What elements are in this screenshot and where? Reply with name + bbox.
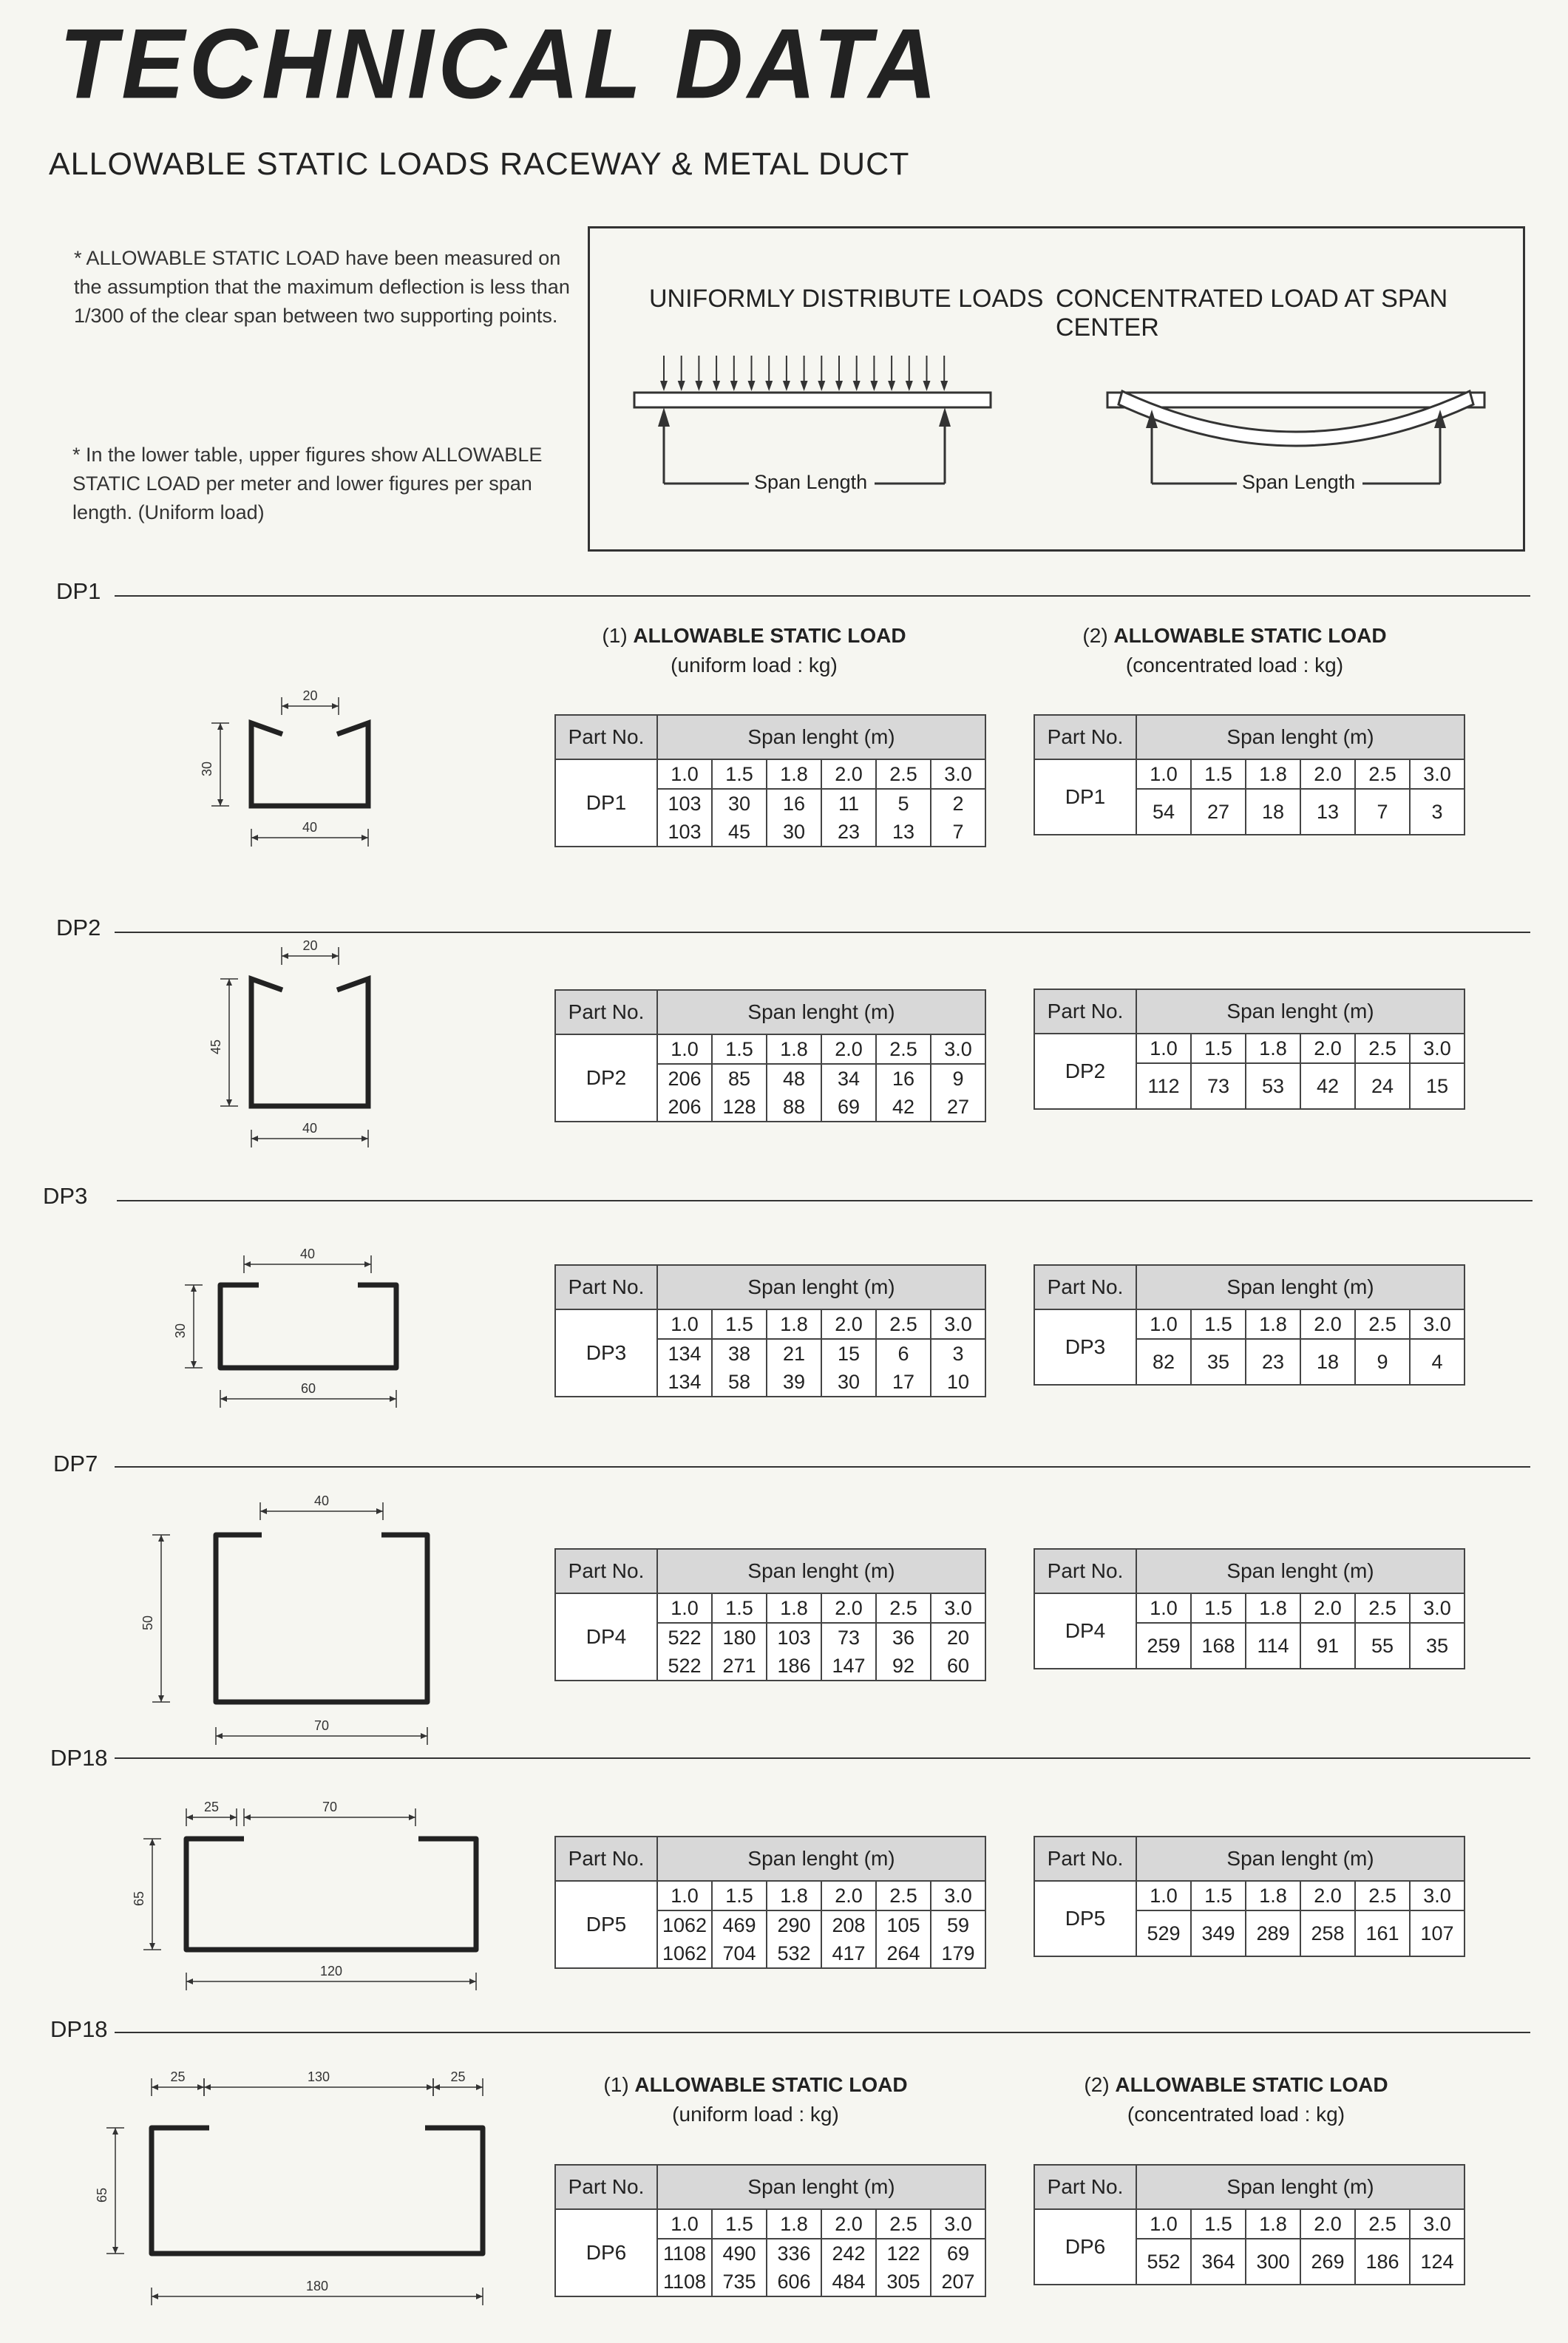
part-no-header: Part No. <box>1034 715 1136 759</box>
span-value-cell: 2.5 <box>876 759 931 789</box>
part-no-header: Part No. <box>555 1549 657 1593</box>
load-per-span-value: 45 <box>727 821 751 843</box>
dim-lip: 25 <box>203 1800 220 1814</box>
concentrated-load-value: 114 <box>1246 1623 1300 1669</box>
load-per-meter-value: 242 <box>832 2242 866 2265</box>
load-per-meter-value: 180 <box>722 1627 756 1649</box>
span-length-header: Span lenght (m) <box>1136 2165 1465 2209</box>
dim-opening: 40 <box>313 1493 330 1508</box>
concentrated-load-value: 35 <box>1191 1339 1246 1385</box>
concentrated-header-bottom: (2) ALLOWABLE STATIC LOAD (concentrated load : kg) <box>1084 2073 1388 2126</box>
span-value-cell: 3.0 <box>1410 1881 1465 1910</box>
span-value-cell: 1.8 <box>1246 759 1300 789</box>
span-value-cell: 1.0 <box>1136 759 1191 789</box>
concentrated-load-value: 552 <box>1136 2239 1191 2285</box>
load-per-meter-value: 73 <box>837 1627 861 1649</box>
load-per-span-value: 417 <box>832 1942 866 1964</box>
uniform-load-table <box>554 714 986 847</box>
span-value-cell: 2.5 <box>876 1309 931 1339</box>
concentrated-load-value: 289 <box>1246 1910 1300 1956</box>
load-per-meter-value: 103 <box>777 1627 811 1649</box>
span-value-cell: 2.0 <box>821 759 876 789</box>
load-per-span-value: 606 <box>777 2271 811 2293</box>
concentrated-load-value: 13 <box>1300 789 1355 835</box>
load-per-span-value: 522 <box>668 1655 702 1677</box>
dim-width: 180 <box>305 2279 329 2293</box>
load-per-span-value: 7 <box>952 821 964 843</box>
uniform-load-label: UNIFORMLY DISTRIBUTE LOADS <box>649 285 1044 313</box>
span-length-header: Span lenght (m) <box>657 1549 985 1593</box>
span-value-cell: 2.5 <box>876 2209 931 2239</box>
concentrated-load-value: 349 <box>1191 1910 1246 1956</box>
concentrated-load-value: 3 <box>1410 789 1465 835</box>
concentrated-load-label: CONCENTRATED LOAD AT SPAN CENTER <box>1056 285 1448 342</box>
load-per-meter-value: 59 <box>946 1914 970 1936</box>
concentrated-load-value: 364 <box>1191 2239 1246 2285</box>
span-value-cell: 2.5 <box>1355 1593 1410 1623</box>
uniform-load-table <box>554 989 986 1122</box>
part-no-header: Part No. <box>555 1837 657 1881</box>
load-per-meter-value: 69 <box>946 2242 970 2265</box>
load-per-meter-value: 16 <box>892 1068 915 1090</box>
dim-opening: 70 <box>322 1800 338 1814</box>
span-value-cell: 3.0 <box>931 1593 985 1623</box>
load-per-meter-value: 38 <box>727 1343 751 1365</box>
concentrated-load-value: 107 <box>1410 1910 1465 1956</box>
part-no-header: Part No. <box>555 990 657 1034</box>
concentrated-load-value: 168 <box>1191 1623 1246 1669</box>
load-per-meter-value: 522 <box>668 1627 702 1649</box>
span-value-cell: 2.0 <box>1300 1034 1355 1063</box>
part-number-cell: DP6 <box>1034 2209 1136 2285</box>
span-value-cell: 1.8 <box>767 1593 821 1623</box>
span-value-cell: 1.8 <box>767 759 821 789</box>
load-per-meter-value: 85 <box>727 1068 751 1090</box>
concentrated-load-value: 24 <box>1355 1063 1410 1109</box>
span-value-cell: 1.0 <box>657 1034 712 1064</box>
load-per-span-value: 1062 <box>662 1942 707 1964</box>
load-per-meter-value: 206 <box>668 1068 702 1090</box>
load-per-span-value: 92 <box>892 1655 915 1677</box>
load-per-meter-value: 3 <box>952 1343 964 1365</box>
span-value-cell: 2.0 <box>821 1034 876 1064</box>
channel-profile-icon <box>220 1285 396 1368</box>
span-value-cell: 2.0 <box>821 1593 876 1623</box>
span-value-cell: 1.8 <box>767 1309 821 1339</box>
span-value-cell: 1.8 <box>1246 1034 1300 1063</box>
load-per-span-value: 69 <box>837 1096 861 1118</box>
dim-height: 30 <box>200 761 214 777</box>
concentrated-load-value: 4 <box>1410 1339 1465 1385</box>
span-value-cell: 2.0 <box>1300 759 1355 789</box>
span-value-cell: 1.8 <box>767 1034 821 1064</box>
load-per-meter-value: 9 <box>952 1068 964 1090</box>
load-per-span-value: 206 <box>668 1096 702 1118</box>
span-value-cell: 3.0 <box>1410 1593 1465 1623</box>
span-value-cell: 1.5 <box>1191 759 1246 789</box>
span-value-cell: 1.8 <box>1246 2209 1300 2239</box>
concentrated-load-value: 35 <box>1410 1623 1465 1669</box>
load-per-meter-value: 30 <box>727 793 751 815</box>
concentrated-load-value: 23 <box>1246 1339 1300 1385</box>
span-value-cell: 1.8 <box>1246 1309 1300 1339</box>
span-value-cell: 2.0 <box>1300 1593 1355 1623</box>
part-number-cell: DP2 <box>555 1034 657 1122</box>
load-per-span-value: 179 <box>941 1942 975 1964</box>
span-value-cell: 1.0 <box>657 759 712 789</box>
load-per-span-value: 271 <box>722 1655 756 1677</box>
dim-opening: 20 <box>302 688 318 703</box>
load-per-span-value: 147 <box>832 1655 866 1677</box>
load-per-span-value: 13 <box>892 821 915 843</box>
concentrated-load-value: 259 <box>1136 1623 1191 1669</box>
note-table-explanation: * In the lower table, upper figures show ALLOWABLE STATIC LOAD per meter and lower figures per span length. (Uniform load) <box>72 444 543 523</box>
span-value-cell: 1.0 <box>657 1593 712 1623</box>
dim-height: 30 <box>173 1323 188 1339</box>
uniform-header-top: (1) ALLOWABLE STATIC LOAD (uniform load : kg) <box>602 624 906 677</box>
span-value-cell: 1.0 <box>657 1309 712 1339</box>
dim-opening: 130 <box>307 2069 330 2084</box>
load-per-span-value: 23 <box>837 821 861 843</box>
channel-profile-icon <box>251 979 368 1106</box>
concentrated-load-value: 42 <box>1300 1063 1355 1109</box>
part-number-cell: DP4 <box>1034 1593 1136 1669</box>
part-number-cell: DP1 <box>555 759 657 847</box>
concentrated-header-top: (2) ALLOWABLE STATIC LOAD (concentrated load : kg) <box>1082 624 1387 677</box>
span-value-cell: 1.5 <box>1191 1034 1246 1063</box>
load-per-span-value: 134 <box>668 1371 702 1393</box>
part-number-cell: DP4 <box>555 1593 657 1681</box>
span-length-header: Span lenght (m) <box>1136 1265 1465 1309</box>
concentrated-load-value: 300 <box>1246 2239 1300 2285</box>
span-value-cell: 1.0 <box>1136 1034 1191 1063</box>
load-per-meter-value: 6 <box>897 1343 909 1365</box>
concentrated-load-table <box>1034 1264 1465 1386</box>
load-per-meter-value: 336 <box>777 2242 811 2265</box>
load-per-meter-value: 15 <box>837 1343 861 1365</box>
span-length-header: Span lenght (m) <box>1136 1837 1465 1881</box>
part-no-header: Part No. <box>1034 1837 1136 1881</box>
span-value-cell: 1.5 <box>1191 1309 1246 1339</box>
load-per-span-value: 27 <box>946 1096 970 1118</box>
load-per-span-value: 60 <box>946 1655 970 1677</box>
load-per-meter-value: 36 <box>892 1627 915 1649</box>
concentrated-load-value: 9 <box>1355 1339 1410 1385</box>
part-number-cell: DP2 <box>1034 1034 1136 1109</box>
span-length-header: Span lenght (m) <box>657 715 985 759</box>
page-title: TECHNICAL DATA <box>59 8 942 120</box>
span-length-label-concentrated: Span Length <box>1242 471 1356 493</box>
part-number-cell: DP6 <box>555 2209 657 2296</box>
span-value-cell: 1.5 <box>712 1034 767 1064</box>
part-no-header: Part No. <box>555 1265 657 1309</box>
channel-profile-icon <box>152 2128 483 2254</box>
span-value-cell: 2.0 <box>1300 1881 1355 1910</box>
span-length-header: Span lenght (m) <box>1136 1549 1465 1593</box>
channel-profile-icon <box>186 1839 476 1950</box>
uniform-load-table <box>554 1836 986 1969</box>
load-per-meter-value: 103 <box>668 793 702 815</box>
load-per-span-value: 305 <box>886 2271 920 2293</box>
concentrated-load-value: 7 <box>1355 789 1410 835</box>
channel-profile-icon <box>216 1535 427 1702</box>
dim-opening: 20 <box>302 938 318 953</box>
concentrated-load-value: 258 <box>1300 1910 1355 1956</box>
section-label: DP1 <box>56 578 101 604</box>
part-no-header: Part No. <box>1034 1265 1136 1309</box>
span-value-cell: 1.5 <box>1191 1881 1246 1910</box>
uniform-header-bottom: (1) ALLOWABLE STATIC LOAD (uniform load : kg) <box>603 2073 908 2126</box>
span-value-cell: 1.8 <box>767 1881 821 1910</box>
span-length-header: Span lenght (m) <box>1136 989 1465 1034</box>
load-per-meter-value: 208 <box>832 1914 866 1936</box>
part-number-cell: DP5 <box>1034 1881 1136 1956</box>
concentrated-load-value: 529 <box>1136 1910 1191 1956</box>
load-per-span-value: 532 <box>777 1942 811 1964</box>
span-value-cell: 2.5 <box>1355 1309 1410 1339</box>
concentrated-load-value: 186 <box>1355 2239 1410 2285</box>
span-value-cell: 1.0 <box>1136 1309 1191 1339</box>
load-per-meter-value: 134 <box>668 1343 702 1365</box>
load-per-span-value: 704 <box>722 1942 756 1964</box>
dim-lip-left: 25 <box>170 2069 186 2084</box>
concentrated-load-value: 124 <box>1410 2239 1465 2285</box>
load-per-span-value: 186 <box>777 1655 811 1677</box>
load-per-span-value: 484 <box>832 2271 866 2293</box>
load-per-span-value: 39 <box>782 1371 806 1393</box>
section-label: DP3 <box>43 1183 88 1209</box>
load-per-meter-value: 122 <box>886 2242 920 2265</box>
span-value-cell: 1.0 <box>1136 1881 1191 1910</box>
load-per-meter-value: 48 <box>782 1068 806 1090</box>
span-value-cell: 1.5 <box>712 1309 767 1339</box>
load-per-meter-value: 5 <box>897 793 909 815</box>
span-value-cell: 2.5 <box>1355 2209 1410 2239</box>
concentrated-load-value: 27 <box>1191 789 1246 835</box>
load-per-meter-value: 2 <box>952 793 964 815</box>
span-value-cell: 3.0 <box>931 2209 985 2239</box>
span-value-cell: 1.5 <box>712 2209 767 2239</box>
part-no-header: Part No. <box>1034 1549 1136 1593</box>
dim-width: 60 <box>300 1381 316 1396</box>
span-value-cell: 3.0 <box>931 1309 985 1339</box>
concentrated-load-table <box>1034 1836 1465 1957</box>
span-length-header: Span lenght (m) <box>657 1265 985 1309</box>
concentrated-load-value: 53 <box>1246 1063 1300 1109</box>
span-length-header: Span lenght (m) <box>657 990 985 1034</box>
span-value-cell: 1.5 <box>712 1881 767 1910</box>
load-per-span-value: 264 <box>886 1942 920 1964</box>
page-subtitle: ALLOWABLE STATIC LOADS RACEWAY & METAL DUCT <box>49 146 910 182</box>
concentrated-load-table <box>1034 989 1465 1110</box>
dim-height: 65 <box>132 1891 146 1907</box>
load-per-meter-value: 105 <box>886 1914 920 1936</box>
section-label: DP18 <box>50 1745 108 1771</box>
span-value-cell: 1.5 <box>712 1593 767 1623</box>
part-number-cell: DP3 <box>555 1309 657 1397</box>
note-deflection: * ALLOWABLE STATIC LOAD have been measured on the assumption that the maximum deflection is less than 1/300 of the clear span between two supporting points. <box>74 247 570 327</box>
load-per-meter-value: 34 <box>837 1068 861 1090</box>
concentrated-load-value: 18 <box>1246 789 1300 835</box>
concentrated-load-table <box>1034 2164 1465 2285</box>
span-value-cell: 3.0 <box>1410 1034 1465 1063</box>
span-value-cell: 1.0 <box>1136 1593 1191 1623</box>
concentrated-load-value: 15 <box>1410 1063 1465 1109</box>
span-value-cell: 1.5 <box>712 759 767 789</box>
concentrated-load-value: 269 <box>1300 2239 1355 2285</box>
load-per-span-value: 30 <box>837 1371 861 1393</box>
span-value-cell: 2.5 <box>1355 1034 1410 1063</box>
load-per-span-value: 17 <box>892 1371 915 1393</box>
span-value-cell: 3.0 <box>1410 759 1465 789</box>
span-value-cell: 3.0 <box>1410 2209 1465 2239</box>
part-number-cell: DP1 <box>1034 759 1136 835</box>
span-value-cell: 1.5 <box>1191 1593 1246 1623</box>
section-label: DP2 <box>56 915 101 940</box>
section-label: DP18 <box>50 2016 108 2042</box>
concentrated-load-value: 82 <box>1136 1339 1191 1385</box>
dim-width: 40 <box>302 1121 318 1136</box>
load-per-span-value: 88 <box>782 1096 806 1118</box>
span-value-cell: 3.0 <box>1410 1309 1465 1339</box>
concentrated-load-table <box>1034 1548 1465 1669</box>
span-value-cell: 2.5 <box>1355 1881 1410 1910</box>
span-value-cell: 3.0 <box>931 1034 985 1064</box>
span-value-cell: 1.0 <box>657 2209 712 2239</box>
load-per-meter-value: 1062 <box>662 1914 707 1936</box>
part-number-cell: DP5 <box>555 1881 657 1968</box>
part-number-cell: DP3 <box>1034 1309 1136 1385</box>
uniform-load-table <box>554 1264 986 1397</box>
uniform-load-table <box>554 1548 986 1681</box>
load-per-meter-value: 20 <box>946 1627 970 1649</box>
span-value-cell: 1.8 <box>767 2209 821 2239</box>
span-length-header: Span lenght (m) <box>657 1837 985 1881</box>
dim-lip-right: 25 <box>450 2069 466 2084</box>
span-value-cell: 2.5 <box>876 1593 931 1623</box>
span-value-cell: 1.5 <box>1191 2209 1246 2239</box>
load-per-span-value: 1108 <box>662 2271 707 2293</box>
concentrated-load-value: 112 <box>1136 1063 1191 1109</box>
load-per-span-value: 735 <box>722 2271 756 2293</box>
span-value-cell: 2.5 <box>1355 759 1410 789</box>
load-per-meter-value: 469 <box>722 1914 756 1936</box>
span-value-cell: 2.5 <box>876 1034 931 1064</box>
span-value-cell: 2.0 <box>821 1309 876 1339</box>
span-value-cell: 1.8 <box>1246 1593 1300 1623</box>
concentrated-load-table <box>1034 714 1465 835</box>
span-value-cell: 2.0 <box>821 2209 876 2239</box>
dim-height: 50 <box>140 1615 155 1631</box>
dim-height: 65 <box>95 2187 109 2203</box>
concentrated-load-value: 161 <box>1355 1910 1410 1956</box>
load-per-span-value: 103 <box>668 821 702 843</box>
load-per-span-value: 30 <box>782 821 806 843</box>
part-no-header: Part No. <box>555 715 657 759</box>
channel-profile-icon <box>251 723 368 806</box>
span-length-header: Span lenght (m) <box>1136 715 1465 759</box>
span-value-cell: 3.0 <box>931 759 985 789</box>
load-per-span-value: 207 <box>941 2271 975 2293</box>
uniform-load-table <box>554 2164 986 2297</box>
load-per-meter-value: 490 <box>722 2242 756 2265</box>
span-length-label-uniform: Span Length <box>754 471 868 493</box>
span-length-header: Span lenght (m) <box>657 2165 985 2209</box>
span-value-cell: 1.0 <box>657 1881 712 1910</box>
dim-height: 45 <box>208 1039 223 1055</box>
dim-width: 120 <box>319 1964 343 1979</box>
span-value-cell: 1.0 <box>1136 2209 1191 2239</box>
load-per-span-value: 42 <box>892 1096 915 1118</box>
dim-opening: 40 <box>299 1247 316 1261</box>
load-per-meter-value: 1108 <box>662 2242 707 2265</box>
concentrated-load-value: 73 <box>1191 1063 1246 1109</box>
load-per-meter-value: 16 <box>782 793 806 815</box>
load-per-span-value: 128 <box>722 1096 756 1118</box>
part-no-header: Part No. <box>555 2165 657 2209</box>
span-value-cell: 2.0 <box>821 1881 876 1910</box>
span-value-cell: 3.0 <box>931 1881 985 1910</box>
concentrated-load-value: 91 <box>1300 1623 1355 1669</box>
span-value-cell: 1.8 <box>1246 1881 1300 1910</box>
concentrated-load-value: 55 <box>1355 1623 1410 1669</box>
span-value-cell: 2.0 <box>1300 1309 1355 1339</box>
section-label: DP7 <box>53 1451 98 1476</box>
concentrated-load-value: 18 <box>1300 1339 1355 1385</box>
load-per-meter-value: 11 <box>838 793 860 815</box>
part-no-header: Part No. <box>1034 2165 1136 2209</box>
span-value-cell: 2.5 <box>876 1881 931 1910</box>
dim-width: 40 <box>302 820 318 835</box>
load-per-meter-value: 21 <box>782 1343 806 1365</box>
span-value-cell: 2.0 <box>1300 2209 1355 2239</box>
load-per-span-value: 58 <box>727 1371 751 1393</box>
dim-width: 70 <box>313 1718 330 1733</box>
part-no-header: Part No. <box>1034 989 1136 1034</box>
load-per-span-value: 10 <box>946 1371 970 1393</box>
concentrated-load-value: 54 <box>1136 789 1191 835</box>
load-per-meter-value: 290 <box>777 1914 811 1936</box>
